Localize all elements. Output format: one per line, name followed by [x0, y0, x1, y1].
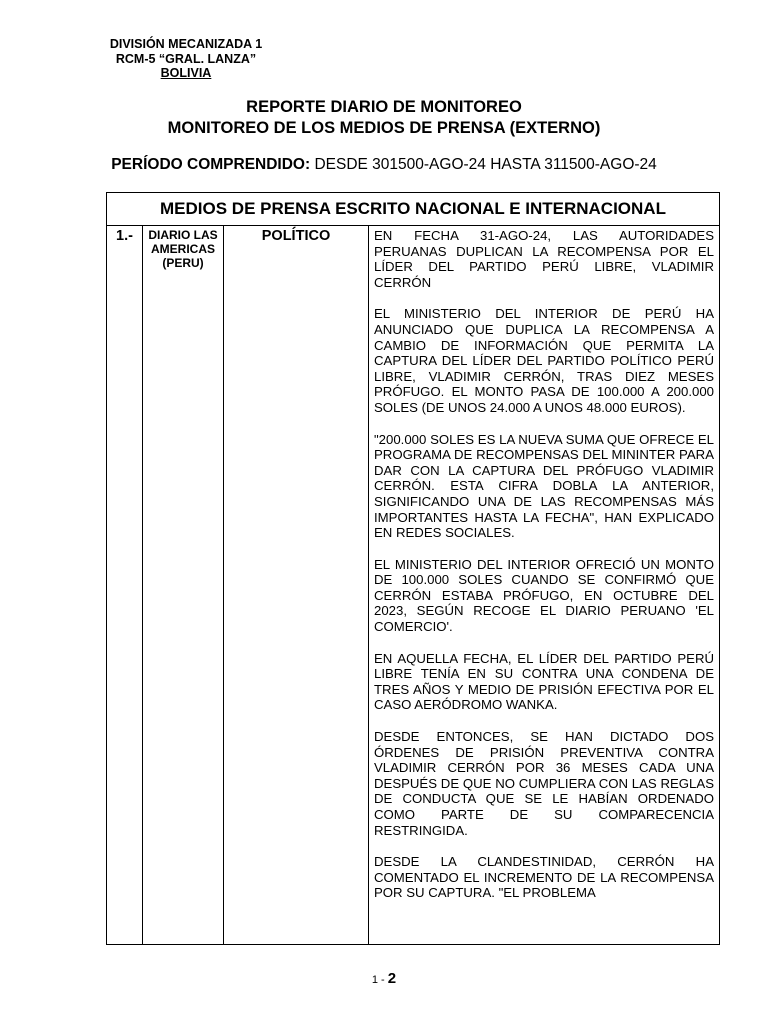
table-row [107, 226, 719, 945]
column-divider [368, 226, 369, 945]
report-title [0, 97, 768, 139]
news-paragraph: EN FECHA 31-AGO-24, LAS AUTORIDADES PERUANAS DUPLICAN LA RECOMPENSA POR EL LÍDER DEL PARTIDO PERÚ LIBRE, VLADIMIR CERRÓN [374, 228, 714, 290]
column-divider [223, 226, 224, 945]
news-source: DIARIO LAS AMERICAS (PERU) [148, 228, 218, 270]
news-paragraph: EN AQUELLA FECHA, EL LÍDER DEL PARTIDO PERÚ LIBRE TENÍA EN SU CONTRA UNA CONDENA DE TRES AÑOS Y MEDIO DE PRISIÓN EFECTIVA POR EL CASO AERÓDROMO WANKA. [374, 650, 714, 713]
news-paragraph: EL MINISTERIO DEL INTERIOR OFRECIÓ UN MONTO DE 100.000 SOLES CUANDO SE CONFIRMÓ QUE CERRÓN ESTABA PRÓFUGO, EN OCTUBRE DEL 2023, SEGÚN RECOGE EL DIARIO PERUANO 'EL COMERCIO'. [374, 556, 714, 635]
page-current: 1 [371, 974, 378, 986]
unit-country: BOLIVIA [160, 66, 212, 80]
press-monitoring-table [106, 192, 720, 945]
row-number: 1.- [116, 228, 133, 244]
period-value: DESDE 301500-AGO-24 HASTA 311500-AGO-24 [310, 156, 657, 173]
news-category: POLÍTICO [261, 228, 331, 244]
news-paragraph: EL MINISTERIO DEL INTERIOR DE PERÚ HA ANUNCIADO QUE DUPLICA LA RECOMPENSA A CAMBIO DE INFORMACIÓN QUE PERMITA LA CAPTURA DEL LÍDER DEL PARTIDO POLÍTICO PERÚ LIBRE, VLADIMIR CERRÓN, TRAS DIEZ MESES PRÓFUGO. EL MONTO PASA DE 100.000 A 200.000 SOLES (DE UNOS 24.000 A UNOS 48.000 EUROS). [374, 306, 714, 415]
news-paragraph: "200.000 SOLES ES LA NUEVA SUMA QUE OFRECE EL PROGRAMA DE RECOMPENSAS DEL MININTER PARA DAR CON LA CAPTURA DEL PRÓFUGO VLADIMIR CERRÓN. ESTA CIFRA DOBLA LA ANTERIOR, SIGNIFICANDO UNA DE LAS RECOMPENSAS MÁS IMPORTANTES HASTA LA FECHA", HAN EXPLICADO EN REDES SOCIALES. [374, 431, 714, 541]
report-title-line1: REPORTE DIARIO DE MONITOREO [246, 98, 522, 116]
news-body [374, 228, 714, 917]
issuing-unit-block [106, 37, 266, 81]
news-paragraph: DESDE ENTONCES, SE HAN DICTADO DOS ÓRDENES DE PRISIÓN PREVENTIVA CONTRA VLADIMIR CERRÓN POR 36 MESES CADA UNA DESPUÉS DE QUE NO CUMPLIERA CON LAS REGLAS DE CONDUCTA QUE SE LE HABÍAN ORDENADO COMO PARTE DE SU COMPARECENCIA RESTRINGIDA. [374, 729, 714, 838]
table-section-title: MEDIOS DE PRENSA ESCRITO NACIONAL E INTERNACIONAL [107, 193, 719, 226]
column-divider [142, 226, 143, 945]
unit-division: DIVISIÓN MECANIZADA 1 [109, 37, 263, 51]
page-separator: - [378, 974, 388, 986]
page-total: 2 [387, 970, 397, 987]
period-label: PERÍODO COMPRENDIDO: [111, 156, 311, 173]
report-title-line2: MONITOREO DE LOS MEDIOS DE PRENSA (EXTERNO) [167, 119, 601, 137]
reporting-period [0, 156, 768, 174]
unit-regiment: RCM-5 “GRAL. LANZA” [115, 51, 257, 66]
news-paragraph: DESDE LA CLANDESTINIDAD, CERRÓN HA COMENTADO EL INCREMENTO DE LA RECOMPENSA POR SU CAPTURA. "EL PROBLEMA [374, 854, 714, 901]
page-number [0, 970, 768, 987]
